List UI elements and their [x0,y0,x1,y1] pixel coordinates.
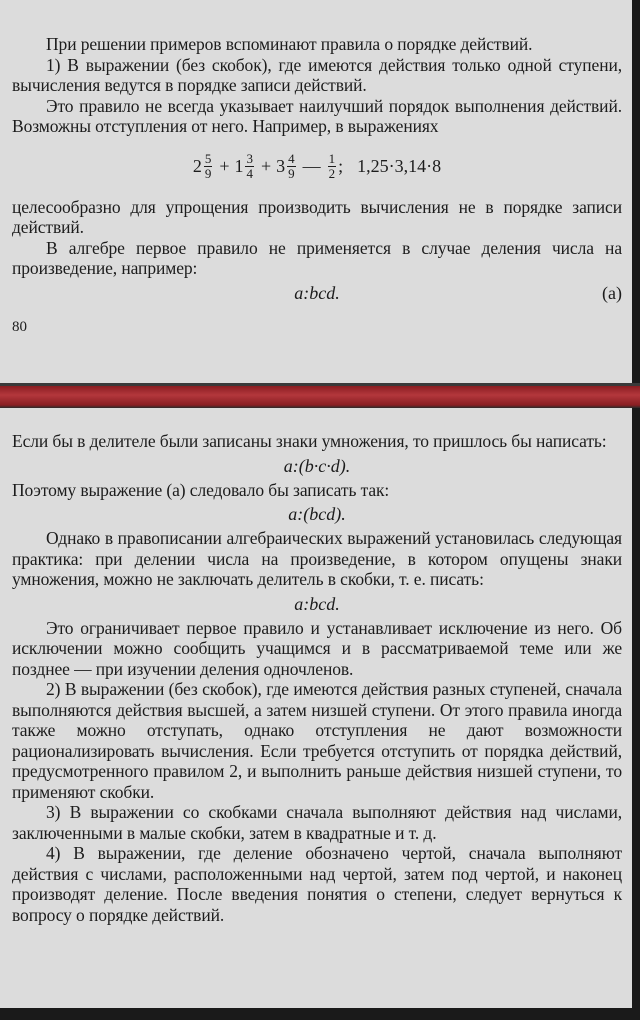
page-number: 80 [12,318,27,335]
paragraph-practice: Однако в правописании алгебраических выражений установилась следующая практика: при делении числа на произведение, в котором опущены знаки умножения, можно не заключать делитель в скобки, т. е. писать: [12,528,622,589]
minus-sign: — [302,156,321,176]
paragraph-therefore: Поэтому выражение (а) следовало бы записать так: [12,479,390,500]
paragraph-exception: Это ограничивает первое правило и устанавливает исключение из него. Об исключении можно сообщить учащимся и в рассматриваемой теме или же позднее — при изучении деления одночленов. [12,617,622,679]
paragraph-rule-3: 3) В выражении со скобками сначала выполняют действия над числами, заключенными в малые скобки, затем в квадратные и т. д. [12,802,622,843]
paragraph-divisor: Если бы в делителе были записаны знаки умножения, то пришлось бы написать: [12,431,607,451]
equation-1: a:(b·c·d). [283,455,351,476]
paragraph-rule-2: 2) В выражении (без скобок), где имеются действия разных ступеней, сначала выполняются действия высшей, а затем низшей ступени. От этого правила иногда также можно отступать, однако отступления не дают возможности рационализировать вычисления. Если требуется отступить от порядка действий, предусмотренного правилом 2, и выполнить раньше действия низшей ступени, то применяют скобки. [12,679,622,802]
page-divider [0,383,640,408]
mixed-number-1: 2 $\frac{5}{9}$ [192,151,212,181]
example-formula [12,139,622,195]
equation-label: (а) [602,282,622,303]
paragraph-rule-4: 4) В выражении, где деление обозначено чертой, сначала выполняют действия с числами, расположенными над чертой, затем под чертой, и наконец производят деление. После введения понятия о степени, следует вернуться к вопросу о порядке действий. [12,843,622,925]
paragraph-rule-1: 1) В выражении (без скобок), где имеются действия только одной ступени, вычисления ведутся в порядке записи действий. [12,54,622,95]
fraction-half: $\frac{1}{2}$ [328,151,336,181]
paragraph-continuation: целесообразно для упрощения производить вычисления не в порядке записи действий. [12,196,622,237]
equation-3: a:bcd. [294,593,340,614]
paragraph-rule-1-note: Это правило не всегда указывает наилучший порядок выполнения действий. Возможны отступления от него. Например, в выражениях [12,95,622,136]
equation-a: a:bcd. (а) [294,282,622,303]
mixed-number-3: 3 $\frac{4}{9}$ [276,151,295,181]
mixed-number-2: 1 $\frac{3}{4}$ [234,151,253,181]
book-page-top [0,0,632,383]
equation-2: a:(bcd). [288,504,346,524]
book-page-bottom [0,408,632,1008]
plus-sign: + [260,156,272,176]
separator: ; [338,156,344,176]
plus-sign: + [219,156,230,176]
example-product: 1,25·3,14·8 [357,156,442,176]
paragraph-intro: При решении примеров вспоминают правила о порядке действий. [46,34,533,54]
paragraph-algebra-note: В алгебре первое правило не применяется в случае деления числа на произведение, например: [12,237,622,278]
